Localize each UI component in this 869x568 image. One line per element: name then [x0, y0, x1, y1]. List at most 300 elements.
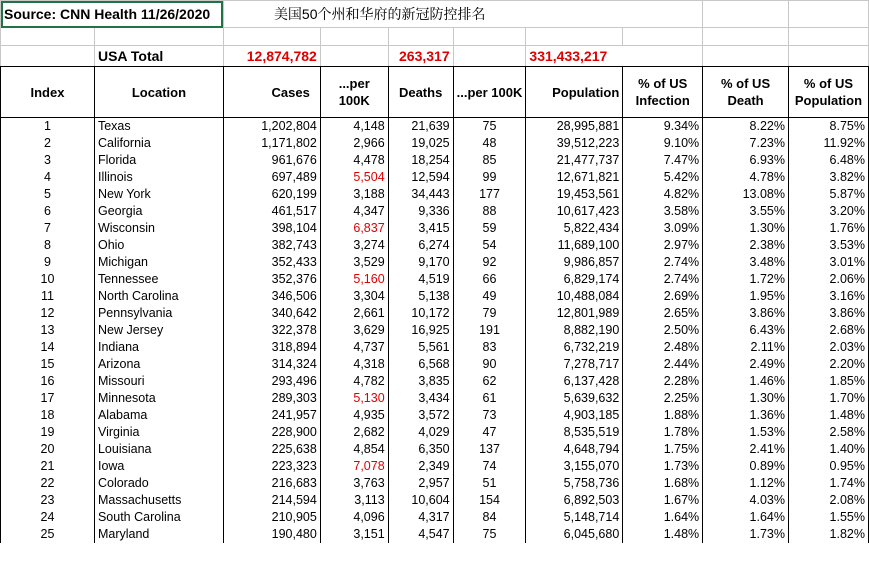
row-population[interactable]: 6,045,680 — [526, 526, 623, 543]
row-cases[interactable]: 340,642 — [223, 305, 320, 322]
row-deaths-per100k[interactable]: 48 — [453, 135, 526, 152]
row-pct-death[interactable]: 0.89% — [703, 458, 789, 475]
row-population[interactable]: 3,155,070 — [526, 458, 623, 475]
row-pct-death[interactable]: 3.86% — [703, 305, 789, 322]
empty-cell[interactable] — [388, 28, 453, 46]
row-location[interactable]: Texas — [94, 118, 223, 136]
header-deaths-per100k[interactable]: ...per 100K — [453, 67, 526, 118]
totals-cases[interactable]: 12,874,782 — [223, 46, 320, 67]
row-index[interactable]: 10 — [1, 271, 95, 288]
row-location[interactable]: Michigan — [94, 254, 223, 271]
row-cases[interactable]: 293,496 — [223, 373, 320, 390]
row-pct-death[interactable]: 1.46% — [703, 373, 789, 390]
row-pct-population[interactable]: 1.40% — [788, 441, 868, 458]
row-deaths-per100k[interactable]: 154 — [453, 492, 526, 509]
row-index[interactable]: 8 — [1, 237, 95, 254]
row-pct-death[interactable]: 7.23% — [703, 135, 789, 152]
row-pct-infection[interactable]: 2.65% — [623, 305, 703, 322]
row-deaths[interactable]: 12,594 — [388, 169, 453, 186]
row-cases-per100k[interactable]: 3,188 — [320, 186, 388, 203]
empty-cell[interactable] — [526, 28, 623, 46]
row-cases-per100k[interactable]: 3,113 — [320, 492, 388, 509]
row-cases-per100k[interactable]: 3,304 — [320, 288, 388, 305]
row-pct-population[interactable]: 2.08% — [788, 492, 868, 509]
row-cases[interactable]: 210,905 — [223, 509, 320, 526]
row-pct-death[interactable]: 6.93% — [703, 152, 789, 169]
row-population[interactable]: 9,986,857 — [526, 254, 623, 271]
row-pct-population[interactable]: 1.85% — [788, 373, 868, 390]
row-cases[interactable]: 697,489 — [223, 169, 320, 186]
header-pct-population[interactable] — [788, 67, 868, 118]
row-pct-death[interactable]: 2.11% — [703, 339, 789, 356]
row-population[interactable]: 4,903,185 — [526, 407, 623, 424]
row-index[interactable]: 4 — [1, 169, 95, 186]
table-row[interactable] — [1, 288, 869, 305]
table-row[interactable] — [1, 271, 869, 288]
row-pct-death[interactable]: 1.73% — [703, 526, 789, 543]
row-cases-per100k[interactable]: 4,347 — [320, 203, 388, 220]
row-cases[interactable]: 346,506 — [223, 288, 320, 305]
row-cases-per100k[interactable]: 5,504 — [320, 169, 388, 186]
row-pct-infection[interactable]: 2.97% — [623, 237, 703, 254]
row-pct-infection[interactable]: 2.69% — [623, 288, 703, 305]
empty-cell[interactable] — [94, 28, 223, 46]
row-pct-infection[interactable]: 5.42% — [623, 169, 703, 186]
row-index[interactable]: 7 — [1, 220, 95, 237]
empty-cell[interactable] — [788, 1, 868, 28]
row-cases[interactable]: 225,638 — [223, 441, 320, 458]
row-pct-death[interactable]: 1.53% — [703, 424, 789, 441]
row-pct-infection[interactable]: 1.48% — [623, 526, 703, 543]
row-location[interactable]: Ohio — [94, 237, 223, 254]
empty-cell[interactable] — [623, 28, 703, 46]
row-cases-per100k[interactable]: 4,478 — [320, 152, 388, 169]
empty-cell[interactable] — [703, 1, 789, 28]
row-deaths[interactable]: 34,443 — [388, 186, 453, 203]
row-location[interactable]: New York — [94, 186, 223, 203]
row-cases[interactable]: 223,323 — [223, 458, 320, 475]
row-pct-population[interactable]: 2.20% — [788, 356, 868, 373]
row-pct-death[interactable]: 4.78% — [703, 169, 789, 186]
table-row[interactable] — [1, 118, 869, 136]
row-deaths-per100k[interactable]: 75 — [453, 118, 526, 136]
row-cases-per100k[interactable]: 4,782 — [320, 373, 388, 390]
row-pct-death[interactable]: 1.12% — [703, 475, 789, 492]
row-pct-infection[interactable]: 1.64% — [623, 509, 703, 526]
row-pct-infection[interactable]: 4.82% — [623, 186, 703, 203]
row-cases[interactable]: 461,517 — [223, 203, 320, 220]
row-pct-infection[interactable]: 3.09% — [623, 220, 703, 237]
row-cases-per100k[interactable]: 3,629 — [320, 322, 388, 339]
row-deaths-per100k[interactable]: 88 — [453, 203, 526, 220]
empty-cell[interactable] — [453, 46, 526, 67]
table-row[interactable] — [1, 339, 869, 356]
row-pct-infection[interactable]: 1.75% — [623, 441, 703, 458]
row-pct-population[interactable]: 3.86% — [788, 305, 868, 322]
row-index[interactable]: 2 — [1, 135, 95, 152]
row-deaths-per100k[interactable]: 83 — [453, 339, 526, 356]
table-row[interactable] — [1, 492, 869, 509]
row-population[interactable]: 8,535,519 — [526, 424, 623, 441]
row-population[interactable]: 12,801,989 — [526, 305, 623, 322]
table-row[interactable] — [1, 373, 869, 390]
table-row[interactable] — [1, 135, 869, 152]
sheet-title[interactable]: 美国50个州和华府的新冠防控排名 — [223, 1, 702, 28]
row-index[interactable]: 3 — [1, 152, 95, 169]
row-pct-infection[interactable]: 2.25% — [623, 390, 703, 407]
table-row[interactable] — [1, 509, 869, 526]
row-location[interactable]: Florida — [94, 152, 223, 169]
row-population[interactable]: 12,671,821 — [526, 169, 623, 186]
row-cases-per100k[interactable]: 2,966 — [320, 135, 388, 152]
table-row[interactable] — [1, 407, 869, 424]
row-deaths-per100k[interactable]: 84 — [453, 509, 526, 526]
header-cases[interactable]: Cases — [223, 67, 320, 118]
row-cases-per100k[interactable]: 4,737 — [320, 339, 388, 356]
row-pct-population[interactable]: 8.75% — [788, 118, 868, 136]
row-pct-population[interactable]: 3.82% — [788, 169, 868, 186]
empty-cell[interactable] — [1, 28, 95, 46]
row-location[interactable]: Illinois — [94, 169, 223, 186]
row-cases-per100k[interactable]: 4,318 — [320, 356, 388, 373]
row-population[interactable]: 6,732,219 — [526, 339, 623, 356]
row-pct-population[interactable]: 2.68% — [788, 322, 868, 339]
row-index[interactable]: 15 — [1, 356, 95, 373]
row-location[interactable]: Missouri — [94, 373, 223, 390]
header-pct-death[interactable] — [703, 67, 789, 118]
row-cases-per100k[interactable]: 5,130 — [320, 390, 388, 407]
row-cases[interactable]: 620,199 — [223, 186, 320, 203]
table-row[interactable] — [1, 424, 869, 441]
row-deaths-per100k[interactable]: 75 — [453, 526, 526, 543]
row-deaths[interactable]: 3,415 — [388, 220, 453, 237]
row-pct-infection[interactable]: 2.74% — [623, 271, 703, 288]
table-row[interactable] — [1, 356, 869, 373]
table-row[interactable] — [1, 305, 869, 322]
row-pct-infection[interactable]: 1.67% — [623, 492, 703, 509]
row-pct-population[interactable]: 1.82% — [788, 526, 868, 543]
row-index[interactable]: 17 — [1, 390, 95, 407]
row-deaths[interactable]: 2,957 — [388, 475, 453, 492]
header-deaths[interactable]: Deaths — [388, 67, 453, 118]
row-deaths[interactable]: 18,254 — [388, 152, 453, 169]
row-cases[interactable]: 352,433 — [223, 254, 320, 271]
row-cases[interactable]: 1,171,802 — [223, 135, 320, 152]
totals-deaths[interactable]: 263,317 — [388, 46, 453, 67]
row-cases-per100k[interactable]: 5,160 — [320, 271, 388, 288]
row-cases[interactable]: 398,104 — [223, 220, 320, 237]
row-deaths-per100k[interactable]: 61 — [453, 390, 526, 407]
row-pct-population[interactable]: 1.76% — [788, 220, 868, 237]
row-pct-death[interactable]: 1.64% — [703, 509, 789, 526]
header-location[interactable]: Location — [94, 67, 223, 118]
row-location[interactable]: Indiana — [94, 339, 223, 356]
row-pct-population[interactable]: 11.92% — [788, 135, 868, 152]
row-cases[interactable]: 214,594 — [223, 492, 320, 509]
row-pct-population[interactable]: 3.01% — [788, 254, 868, 271]
row-cases[interactable]: 1,202,804 — [223, 118, 320, 136]
row-deaths[interactable]: 3,835 — [388, 373, 453, 390]
row-population[interactable]: 39,512,223 — [526, 135, 623, 152]
row-deaths-per100k[interactable]: 62 — [453, 373, 526, 390]
row-cases-per100k[interactable]: 3,763 — [320, 475, 388, 492]
row-pct-population[interactable]: 6.48% — [788, 152, 868, 169]
row-index[interactable]: 12 — [1, 305, 95, 322]
row-pct-population[interactable]: 1.74% — [788, 475, 868, 492]
row-cases-per100k[interactable]: 4,935 — [320, 407, 388, 424]
table-row[interactable] — [1, 186, 869, 203]
row-deaths[interactable]: 6,568 — [388, 356, 453, 373]
row-population[interactable]: 28,995,881 — [526, 118, 623, 136]
row-deaths-per100k[interactable]: 99 — [453, 169, 526, 186]
row-index[interactable]: 24 — [1, 509, 95, 526]
table-row[interactable] — [1, 203, 869, 220]
row-deaths[interactable]: 10,172 — [388, 305, 453, 322]
row-cases-per100k[interactable]: 2,661 — [320, 305, 388, 322]
row-cases-per100k[interactable]: 4,148 — [320, 118, 388, 136]
row-index[interactable]: 14 — [1, 339, 95, 356]
table-row[interactable] — [1, 237, 869, 254]
row-location[interactable]: Pennsylvania — [94, 305, 223, 322]
row-deaths-per100k[interactable]: 66 — [453, 271, 526, 288]
row-pct-death[interactable]: 1.36% — [703, 407, 789, 424]
source-cell[interactable]: Source: CNN Health 11/26/2020 — [1, 1, 224, 28]
row-location[interactable]: Tennessee — [94, 271, 223, 288]
row-population[interactable]: 4,648,794 — [526, 441, 623, 458]
table-row[interactable] — [1, 458, 869, 475]
row-pct-population[interactable]: 3.53% — [788, 237, 868, 254]
table-row[interactable] — [1, 322, 869, 339]
row-location[interactable]: Colorado — [94, 475, 223, 492]
row-population[interactable]: 6,829,174 — [526, 271, 623, 288]
row-index[interactable]: 13 — [1, 322, 95, 339]
row-deaths-per100k[interactable]: 73 — [453, 407, 526, 424]
row-index[interactable]: 16 — [1, 373, 95, 390]
row-pct-death[interactable]: 13.08% — [703, 186, 789, 203]
row-pct-infection[interactable]: 1.88% — [623, 407, 703, 424]
empty-cell[interactable] — [788, 28, 868, 46]
row-location[interactable]: Wisconsin — [94, 220, 223, 237]
row-pct-infection[interactable]: 2.48% — [623, 339, 703, 356]
row-deaths[interactable]: 10,604 — [388, 492, 453, 509]
empty-cell[interactable] — [1, 46, 95, 67]
empty-cell[interactable] — [223, 28, 320, 46]
row-index[interactable]: 20 — [1, 441, 95, 458]
row-pct-death[interactable]: 1.95% — [703, 288, 789, 305]
row-cases-per100k[interactable]: 4,096 — [320, 509, 388, 526]
empty-cell[interactable] — [703, 46, 789, 67]
row-location[interactable]: Louisiana — [94, 441, 223, 458]
row-pct-death[interactable]: 2.49% — [703, 356, 789, 373]
empty-cell[interactable] — [453, 28, 526, 46]
row-population[interactable]: 11,689,100 — [526, 237, 623, 254]
row-index[interactable]: 25 — [1, 526, 95, 543]
row-population[interactable]: 19,453,561 — [526, 186, 623, 203]
row-pct-population[interactable]: 1.55% — [788, 509, 868, 526]
row-pct-population[interactable]: 2.06% — [788, 271, 868, 288]
row-pct-death[interactable]: 3.55% — [703, 203, 789, 220]
row-deaths-per100k[interactable]: 85 — [453, 152, 526, 169]
totals-population[interactable]: 331,433,217 — [526, 46, 703, 67]
row-pct-death[interactable]: 1.30% — [703, 390, 789, 407]
row-pct-death[interactable]: 2.41% — [703, 441, 789, 458]
row-pct-death[interactable]: 1.30% — [703, 220, 789, 237]
row-pct-population[interactable]: 0.95% — [788, 458, 868, 475]
row-location[interactable]: Maryland — [94, 526, 223, 543]
row-cases[interactable]: 382,743 — [223, 237, 320, 254]
row-cases-per100k[interactable]: 2,682 — [320, 424, 388, 441]
row-location[interactable]: Iowa — [94, 458, 223, 475]
row-pct-infection[interactable]: 1.73% — [623, 458, 703, 475]
row-location[interactable]: Massachusetts — [94, 492, 223, 509]
row-population[interactable]: 10,617,423 — [526, 203, 623, 220]
row-location[interactable]: Arizona — [94, 356, 223, 373]
row-location[interactable]: California — [94, 135, 223, 152]
row-deaths-per100k[interactable]: 51 — [453, 475, 526, 492]
row-pct-infection[interactable]: 1.68% — [623, 475, 703, 492]
row-pct-population[interactable]: 2.58% — [788, 424, 868, 441]
row-pct-infection[interactable]: 2.28% — [623, 373, 703, 390]
row-deaths[interactable]: 6,274 — [388, 237, 453, 254]
row-deaths-per100k[interactable]: 79 — [453, 305, 526, 322]
row-pct-population[interactable]: 1.48% — [788, 407, 868, 424]
row-deaths[interactable]: 3,434 — [388, 390, 453, 407]
row-index[interactable]: 22 — [1, 475, 95, 492]
row-pct-infection[interactable]: 9.10% — [623, 135, 703, 152]
row-deaths-per100k[interactable]: 92 — [453, 254, 526, 271]
row-cases-per100k[interactable]: 4,854 — [320, 441, 388, 458]
row-cases[interactable]: 314,324 — [223, 356, 320, 373]
header-index[interactable]: Index — [1, 67, 95, 118]
row-location[interactable]: Georgia — [94, 203, 223, 220]
row-pct-infection[interactable]: 2.74% — [623, 254, 703, 271]
row-deaths-per100k[interactable]: 90 — [453, 356, 526, 373]
row-cases[interactable]: 190,480 — [223, 526, 320, 543]
row-population[interactable]: 5,822,434 — [526, 220, 623, 237]
totals-label[interactable]: USA Total — [94, 46, 223, 67]
row-pct-infection[interactable]: 1.78% — [623, 424, 703, 441]
row-pct-death[interactable]: 8.22% — [703, 118, 789, 136]
row-cases-per100k[interactable]: 6,837 — [320, 220, 388, 237]
header-cases-per100k[interactable]: ...per 100K — [320, 67, 388, 118]
row-deaths[interactable]: 16,925 — [388, 322, 453, 339]
row-population[interactable]: 10,488,084 — [526, 288, 623, 305]
row-deaths[interactable]: 6,350 — [388, 441, 453, 458]
empty-cell[interactable] — [320, 46, 388, 67]
row-location[interactable]: Minnesota — [94, 390, 223, 407]
row-population[interactable]: 6,892,503 — [526, 492, 623, 509]
row-location[interactable]: Alabama — [94, 407, 223, 424]
row-cases-per100k[interactable]: 3,151 — [320, 526, 388, 543]
row-pct-infection[interactable]: 3.58% — [623, 203, 703, 220]
empty-cell[interactable] — [320, 28, 388, 46]
row-deaths-per100k[interactable]: 191 — [453, 322, 526, 339]
row-pct-population[interactable]: 3.20% — [788, 203, 868, 220]
row-deaths[interactable]: 4,547 — [388, 526, 453, 543]
row-index[interactable]: 11 — [1, 288, 95, 305]
header-population[interactable]: Population — [526, 67, 623, 118]
empty-cell[interactable] — [788, 46, 868, 67]
row-deaths-per100k[interactable]: 59 — [453, 220, 526, 237]
row-cases-per100k[interactable]: 7,078 — [320, 458, 388, 475]
row-deaths-per100k[interactable]: 177 — [453, 186, 526, 203]
table-row[interactable] — [1, 526, 869, 543]
row-cases[interactable]: 322,378 — [223, 322, 320, 339]
row-cases[interactable]: 241,957 — [223, 407, 320, 424]
row-deaths[interactable]: 19,025 — [388, 135, 453, 152]
row-pct-population[interactable]: 3.16% — [788, 288, 868, 305]
row-deaths[interactable]: 4,519 — [388, 271, 453, 288]
row-pct-infection[interactable]: 9.34% — [623, 118, 703, 136]
table-row[interactable] — [1, 475, 869, 492]
row-location[interactable]: North Carolina — [94, 288, 223, 305]
row-deaths[interactable]: 9,336 — [388, 203, 453, 220]
row-index[interactable]: 9 — [1, 254, 95, 271]
row-deaths-per100k[interactable]: 54 — [453, 237, 526, 254]
table-row[interactable] — [1, 152, 869, 169]
row-deaths[interactable]: 4,317 — [388, 509, 453, 526]
row-pct-death[interactable]: 1.72% — [703, 271, 789, 288]
row-deaths[interactable]: 21,639 — [388, 118, 453, 136]
row-index[interactable]: 23 — [1, 492, 95, 509]
row-deaths-per100k[interactable]: 47 — [453, 424, 526, 441]
row-pct-death[interactable]: 3.48% — [703, 254, 789, 271]
row-location[interactable]: Virginia — [94, 424, 223, 441]
row-cases[interactable]: 228,900 — [223, 424, 320, 441]
row-population[interactable]: 5,148,714 — [526, 509, 623, 526]
row-deaths-per100k[interactable]: 49 — [453, 288, 526, 305]
table-row[interactable] — [1, 390, 869, 407]
row-pct-death[interactable]: 4.03% — [703, 492, 789, 509]
row-population[interactable]: 6,137,428 — [526, 373, 623, 390]
row-pct-infection[interactable]: 7.47% — [623, 152, 703, 169]
row-index[interactable]: 19 — [1, 424, 95, 441]
row-pct-population[interactable]: 5.87% — [788, 186, 868, 203]
row-population[interactable]: 5,639,632 — [526, 390, 623, 407]
row-cases-per100k[interactable]: 3,529 — [320, 254, 388, 271]
row-deaths[interactable]: 3,572 — [388, 407, 453, 424]
table-row[interactable] — [1, 441, 869, 458]
row-cases[interactable]: 318,894 — [223, 339, 320, 356]
row-deaths[interactable]: 5,561 — [388, 339, 453, 356]
row-pct-death[interactable]: 6.43% — [703, 322, 789, 339]
row-index[interactable]: 1 — [1, 118, 95, 136]
row-cases[interactable]: 961,676 — [223, 152, 320, 169]
row-deaths-per100k[interactable]: 74 — [453, 458, 526, 475]
row-pct-infection[interactable]: 2.50% — [623, 322, 703, 339]
row-pct-population[interactable]: 2.03% — [788, 339, 868, 356]
row-index[interactable]: 21 — [1, 458, 95, 475]
row-deaths[interactable]: 9,170 — [388, 254, 453, 271]
row-population[interactable]: 7,278,717 — [526, 356, 623, 373]
row-deaths[interactable]: 5,138 — [388, 288, 453, 305]
empty-cell[interactable] — [703, 28, 789, 46]
row-pct-death[interactable]: 2.38% — [703, 237, 789, 254]
table-row[interactable] — [1, 220, 869, 237]
row-deaths[interactable]: 2,349 — [388, 458, 453, 475]
row-pct-infection[interactable]: 2.44% — [623, 356, 703, 373]
row-population[interactable]: 21,477,737 — [526, 152, 623, 169]
row-cases[interactable]: 216,683 — [223, 475, 320, 492]
header-pct-infection[interactable] — [623, 67, 703, 118]
row-index[interactable]: 5 — [1, 186, 95, 203]
row-index[interactable]: 18 — [1, 407, 95, 424]
row-location[interactable]: South Carolina — [94, 509, 223, 526]
row-index[interactable]: 6 — [1, 203, 95, 220]
row-cases[interactable]: 352,376 — [223, 271, 320, 288]
row-deaths-per100k[interactable]: 137 — [453, 441, 526, 458]
row-deaths[interactable]: 4,029 — [388, 424, 453, 441]
